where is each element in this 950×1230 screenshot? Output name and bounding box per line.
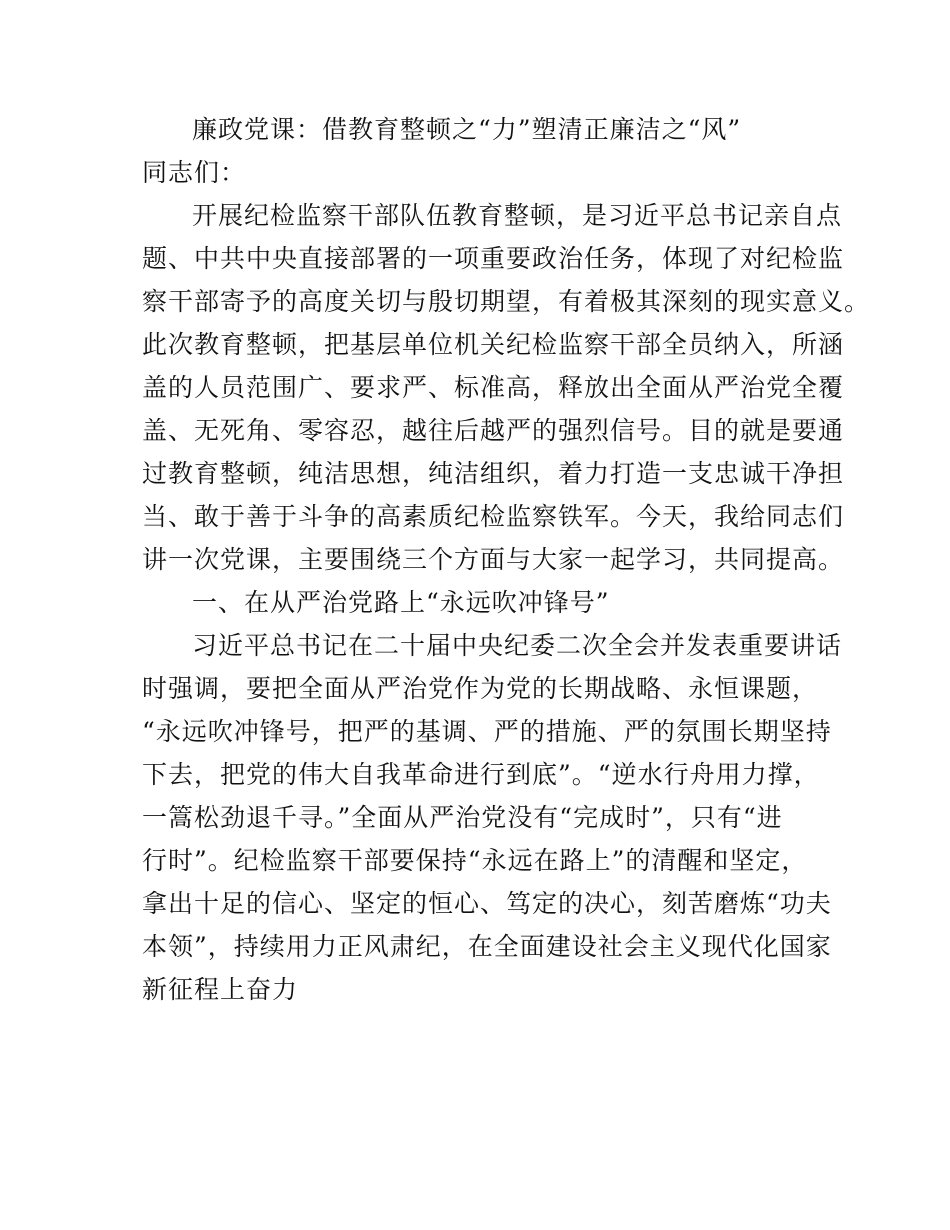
paragraph-line: 行时”。纪检监察干部要保持“永远在路上”的清醒和坚定， — [142, 846, 808, 875]
paragraph-line: 讲一次党课，主要围绕三个方面与大家一起学习，共同提高。 — [142, 545, 845, 574]
document-title: 廉政党课：借教育整顿之“力”塑清正廉洁之“风” — [192, 115, 742, 144]
paragraph-line: 察干部寄予的高度关切与殷切期望，有着极其深刻的现实意义。 — [142, 287, 871, 316]
salutation: 同志们： — [142, 158, 247, 187]
paragraph-line: 下去，把党的伟大自我革命进行到底”。“逆水行舟用力撑， — [142, 760, 820, 789]
paragraph-line: 过教育整顿，纯洁思想，纯洁组织，着力打造一支忠诚干净担 — [142, 459, 845, 488]
paragraph-line: 开展纪检监察干部队伍教育整顿，是习近平总书记亲自点 — [192, 201, 843, 230]
paragraph-line: 盖的人员范围广、要求严、标准高，释放出全面从严治党全覆 — [142, 373, 845, 402]
document-body — [142, 108, 871, 1011]
paragraph-section1 — [142, 624, 843, 1011]
paragraph-line: 习近平总书记在二十届中央纪委二次全会并发表重要讲话 — [192, 631, 843, 660]
paragraph-intro — [142, 194, 871, 581]
paragraph-line: 拿出十足的信心、坚定的恒心、笃定的决心，刻苦磨炼“功夫 — [142, 889, 832, 918]
paragraph-line: 时强调，要把全面从严治党作为党的长期战略、永恒课题， — [142, 674, 819, 703]
paragraph-line: 新征程上奋力 — [142, 975, 299, 1004]
section-heading: 一、在从严治党路上“永远吹冲锋号” — [192, 588, 610, 617]
paragraph-line: “永远吹冲锋号，把严的基调、严的措施、严的氛围长期坚持 — [142, 717, 832, 746]
paragraph-line: 盖、无死角、零容忍，越往后越严的强烈信号。目的就是要通 — [142, 416, 845, 445]
paragraph-line: 当、敢于善于斗争的高素质纪检监察铁军。今天，我给同志们 — [142, 502, 845, 531]
paragraph-line: 本领”，持续用力正风肃纪，在全面建设社会主义现代化国家 — [142, 932, 832, 961]
paragraph-line: 此次教育整顿，把基层单位机关纪检监察干部全员纳入，所涵 — [142, 330, 845, 359]
paragraph-line: 题、中共中央直接部署的一项重要政治任务，体现了对纪检监 — [142, 244, 845, 273]
paragraph-line: 一篙松劲退千寻。”全面从严治党没有“完成时”，只有“进 — [142, 803, 783, 832]
